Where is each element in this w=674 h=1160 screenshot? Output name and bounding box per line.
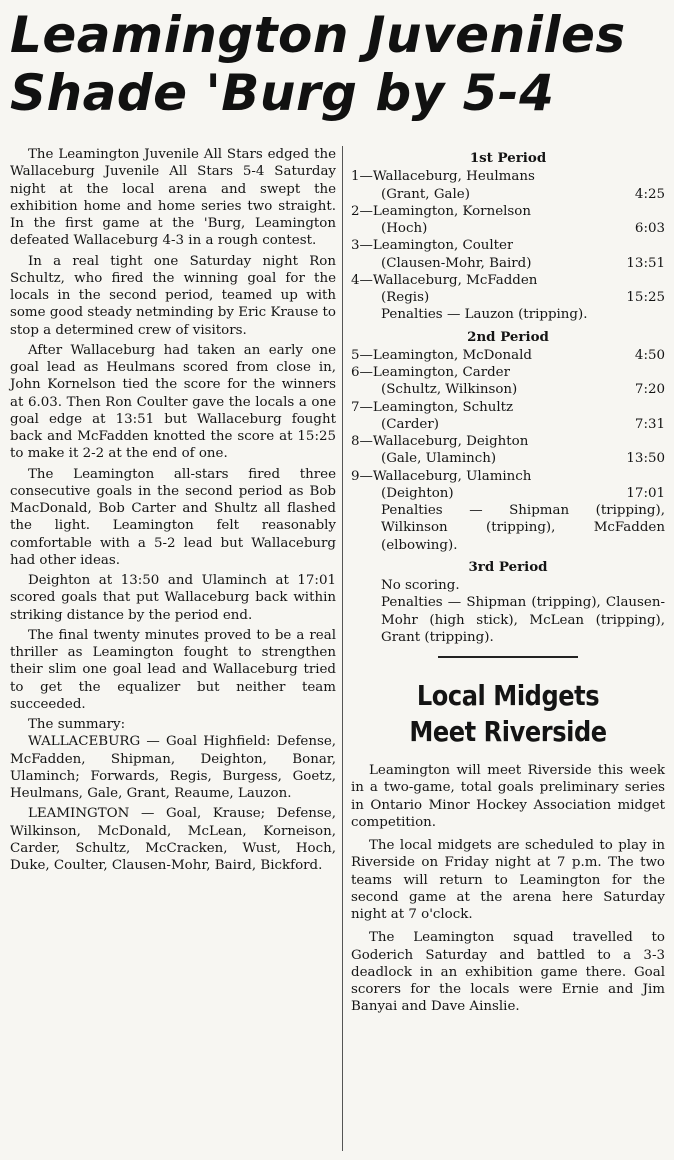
goal-time: 13:51 <box>626 255 665 271</box>
period-2-heading: 2nd Period <box>467 328 549 345</box>
headline-line-1: Leamington Juveniles <box>10 6 626 64</box>
goal-assists: (Clausen-Mohr, Baird) 13:51 <box>381 255 665 271</box>
goal-time: 7:31 <box>634 416 665 432</box>
goal-time: 17:01 <box>626 485 665 501</box>
story-paragraph: The Leamington squad travelled to Goderich Saturday and battled to a 3-3 deadlock in an exhibition game there. Goal scorers for the locals were Ernie and Jim Banyai and Dave Ainslie. <box>351 930 665 1015</box>
story-body-column <box>10 146 336 877</box>
goal-assists: (Grant, Gale) 4:25 <box>381 186 665 202</box>
second-story-body <box>351 762 665 1016</box>
goal-assists: (Gale, Ulaminch) 13:50 <box>381 451 665 467</box>
goal-assists: (Deighton) 17:01 <box>381 485 665 501</box>
goal-assists: (Hoch) 6:03 <box>381 221 665 236</box>
goal-time: 6:03 <box>634 221 665 236</box>
wallaceburg-lineup: WALLACEBURG — Goal Highfield: Defense, McFadden, Shipman, Deighton, Bonar, Ulaminch; Forwards, Regis, Burgess, Goetz, Heulmans, Gale, Grant, Reaume, Lauzon. <box>10 734 336 801</box>
story-paragraph: In a real tight one Saturday night Ron Schultz, who fired the winning goal for the locals in the second period, teamed up with some good steady netminding by Eric Krause to stop a determined crew of visitors. <box>10 253 336 338</box>
column-divider <box>342 146 343 1151</box>
goal-assists: (Schultz, Wilkinson) 7:20 <box>381 382 665 398</box>
period-2-penalties: Penalties — Shipman (tripping), Wilkinson (tripping), McFadden (elbowing). <box>381 503 665 553</box>
story-paragraph: Leamington will meet Riverside this week in a two-game, total goals preliminary series in Ontario Minor Hockey Association midget competition. <box>351 763 665 830</box>
story-paragraph: Deighton at 13:50 and Ulaminch at 17:01 scored goals that put Wallaceburg back within striking distance by the period end. <box>10 573 336 623</box>
story-paragraph: After Wallaceburg had taken an early one goal lead as Heulmans scored from close in, John Kornelson tied the score for the winners at 6.03. Then Ron Coulter gave the locals a one goal edge at 13:51 but Wallaceburg fought back and McFadden knotted the score at 15:25 to make it 2-2 at the end of one. <box>10 342 336 462</box>
story-paragraph: The local midgets are scheduled to play in Riverside on Friday night at 7 p.m. The two teams will return to Leamington for the second game at the arena here Saturday night at 7 o'clock. <box>351 838 665 922</box>
period-3-penalties: Penalties — Shipman (tripping), Clausen-Mohr (high stick), McLean (tripping), Grant (tripping). <box>381 595 665 645</box>
goal-line: 6—Leamington, Carder <box>351 365 510 380</box>
goal-line: 3—Leamington, Coulter <box>351 238 514 254</box>
goal-line: 8—Wallaceburg, Deighton <box>351 434 529 449</box>
main-headline <box>10 6 660 122</box>
story-separator-rule <box>438 656 578 658</box>
goal-line: 9—Wallaceburg, Ulaminch <box>351 468 532 484</box>
period-1-heading: 1st Period <box>469 150 547 166</box>
goal-line: 2—Leamington, Kornelson <box>351 203 531 219</box>
leamington-lineup: LEAMINGTON — Goal, Krause; Defense, Wilkinson, McDonald, McLean, Korneison, Carder, Schultz, McCracken, Wust, Hoch, Duke, Coulter, Clausen-Mohr, Baird, Bickford. <box>10 806 336 873</box>
summary-label: The summary: <box>28 717 126 732</box>
period-3-heading: 3rd Period <box>468 558 548 575</box>
goal-time: 4:25 <box>634 186 665 202</box>
story-paragraph: The Leamington all-stars fired three consecutive goals in the second period as Bob MacDonald, Bob Carter and Shultz all flashed the light. Leamington felt reasonably comfortable with a 5-2 lead but Wallaceburg had other ideas. <box>10 466 336 568</box>
period-2-goals <box>351 347 665 554</box>
period-1-goals <box>351 168 665 323</box>
goal-line: 7—Leamington, Schultz <box>351 399 514 415</box>
second-story-headline-line-2: Meet Riverside <box>409 715 607 748</box>
goal-line: 4—Wallaceburg, McFadden <box>351 272 538 288</box>
goal-line: 5—Leamington, McDonald 4:50 <box>351 347 665 363</box>
goal-assists: (Regis) 15:25 <box>381 290 665 305</box>
period-1-penalties: Penalties — Lauzon (tripping). <box>381 307 588 323</box>
second-story-headline-line-1: Local Midgets <box>416 679 600 712</box>
story-paragraph: The Leamington Juvenile All Stars edged the Wallaceburg Juvenile All Stars 5-4 Saturday night at the local arena and swept the exhibition home and home series two straight. In the first game at the 'Burg, Leamington defeated Wallaceburg 4-3 in a rough contest. <box>10 147 336 249</box>
goal-time: 7:20 <box>634 382 665 398</box>
period-3-scoring: No scoring. <box>381 578 460 593</box>
goal-time: 13:50 <box>626 451 665 467</box>
goal-line: 1—Wallaceburg, Heulmans <box>351 169 535 185</box>
summary-column <box>351 150 665 1022</box>
goal-time: 15:25 <box>626 290 665 305</box>
headline-line-2: Shade 'Burg by 5-4 <box>10 64 555 122</box>
goal-time: 4:50 <box>634 347 665 363</box>
story-paragraph: The final twenty minutes proved to be a real thriller as Leamington fought to strengthen their slim one goal lead and Wallaceburg tried to get the equalizer but neither team succeeded. <box>10 627 336 712</box>
goal-assists: (Carder) 7:31 <box>381 416 665 432</box>
